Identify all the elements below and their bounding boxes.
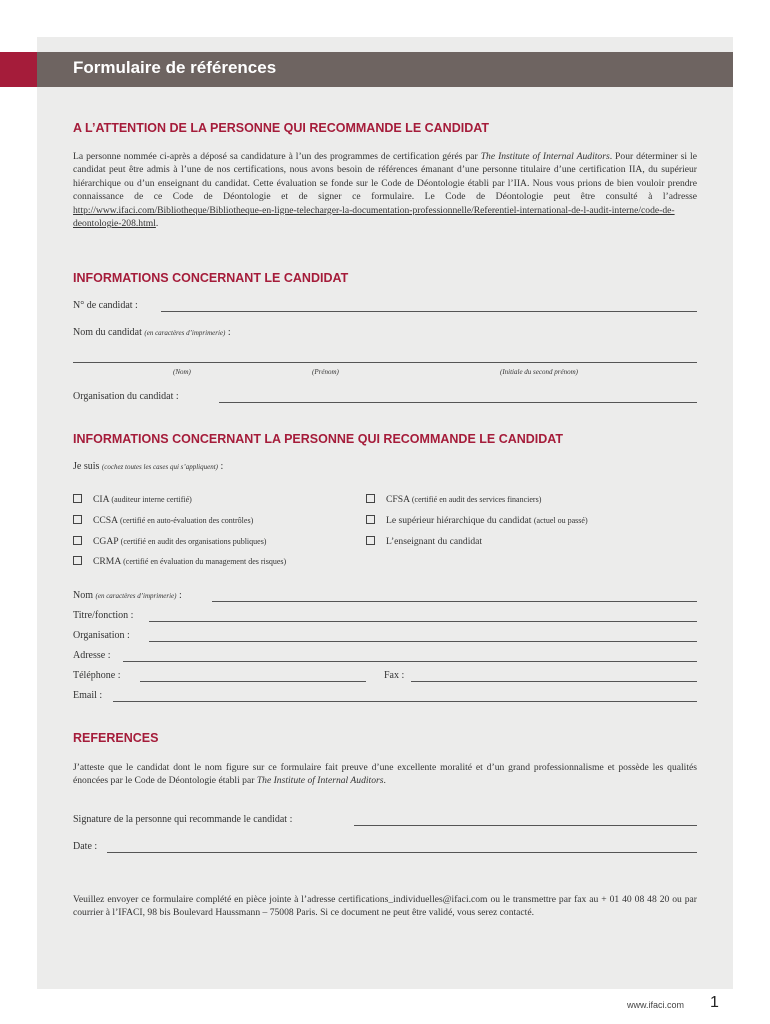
recommender-name-field[interactable] (212, 601, 697, 602)
option-code: CFSA (386, 494, 410, 505)
page-number: 1 (710, 994, 719, 1011)
telephone-label: Téléphone : (73, 670, 121, 681)
caption-nom: (Nom) (173, 368, 191, 376)
attestation-iia-name: The Institute of Internal Auditors (256, 775, 384, 787)
attestation-text-a: J’atteste que le candidat dont le nom figure sur ce formulaire fait preuve d’une excellente moralité et d’un grand professionnalisme et possède les qualités énoncées par le Code de Déontologie établi par (73, 762, 697, 787)
candidate-name-label-text: Nom du candidat (73, 327, 142, 338)
section-heading-recommender: INFORMATIONS CONCERNANT LA PERSONNE QUI RECOMMANDE LE CANDIDAT (73, 432, 564, 446)
accent-tab (0, 52, 37, 87)
candidate-org-field[interactable] (219, 402, 697, 403)
option-code: L’enseignant du candidat (386, 536, 483, 547)
option-desc: (certifié en auto-évaluation des contrôles) (119, 516, 254, 525)
option-code: CGAP (93, 536, 119, 547)
page-title: Formulaire de références (73, 58, 277, 77)
caption-prenom: (Prénom) (312, 368, 339, 376)
candidate-number-label: N° de candidat : (73, 300, 138, 311)
intro-text-c: . Pour déterminer si le candidat peut être admis à l’une de nos certifications, nous avons besoin de références émanant d’une personne titulaire d’une certification IIA, du supérieur hiérarchique ou d’un enseignant du candidat. Cette évaluation se fonde sur le Code de Déontologie établi par l’IIA. Nous vous prions de bien vouloir prendre connaissance de ce Code de Déontologie et de signer ce formulaire. Le Code de Déontologie peut être consulté à l’adresse (73, 151, 697, 203)
checkbox-square[interactable] (73, 536, 82, 545)
option-code: CCSA (93, 515, 118, 526)
attestation-text-c: . (383, 775, 386, 787)
recommender-name-colon: : (176, 590, 182, 601)
option-desc: (actuel ou passé) (533, 516, 588, 525)
option-code: CRMA (93, 556, 121, 567)
recommender-name-text: Nom (73, 590, 93, 601)
checkbox-square[interactable] (73, 515, 82, 524)
date-label: Date : (73, 841, 98, 852)
recommender-name-hint: (en caractères d’imprimerie) (95, 592, 177, 600)
checkbox-square[interactable] (366, 494, 375, 503)
recommender-name-label (73, 590, 182, 601)
candidate-number-field[interactable] (161, 311, 697, 312)
adresse-label: Adresse : (73, 650, 111, 661)
option-desc: (certifié en audit des services financiers) (411, 495, 542, 504)
signature-label: Signature de la personne qui recommande le candidat : (73, 814, 293, 825)
titre-field[interactable] (149, 621, 697, 622)
je-suis-colon: : (217, 461, 224, 472)
organisation-label: Organisation : (73, 630, 130, 641)
title-bar (37, 52, 733, 87)
je-suis-hint: (cochez toutes les cases qui s’appliquent) (101, 463, 218, 471)
checkbox-cgap[interactable] (73, 536, 266, 547)
option-desc: (certifié en audit des organisations publiques) (120, 537, 267, 546)
closing-paragraph: Veuillez envoyer ce formulaire complété en pièce jointe à l’adresse certifications_individuelles@ifaci.com ou le transmettre par fax au + 01 40 08 48 20 ou par courrier à l’IFACI, 98 bis Boulevard Haussmann – 75008 Paris. Si ce document ne peut être validé, vous serez contacté. (73, 894, 697, 919)
footer-url[interactable]: www.ifaci.com (627, 1000, 685, 1010)
caption-initiale: (Initiale du second prénom) (500, 368, 578, 376)
je-suis-text: Je suis (73, 461, 100, 472)
email-label: Email : (73, 690, 103, 701)
email-field[interactable] (113, 701, 697, 702)
section-heading-attention: A L’ATTENTION DE LA PERSONNE QUI RECOMMANDE LE CANDIDAT (73, 121, 489, 135)
option-desc: (auditeur interne certifié) (111, 495, 192, 504)
candidate-name-field[interactable] (73, 362, 697, 363)
candidate-name-label (73, 327, 231, 338)
section-heading-references: REFERENCES (73, 731, 159, 745)
date-field[interactable] (107, 852, 697, 853)
candidate-name-hint: (en caractères d’imprimerie) (144, 329, 226, 337)
intro-paragraph (73, 150, 697, 230)
checkbox-superieur[interactable] (366, 515, 588, 526)
checkbox-crma[interactable] (73, 556, 286, 567)
checkbox-square[interactable] (73, 556, 82, 565)
organisation-field[interactable] (149, 641, 697, 642)
intro-text-a: La personne nommée ci-après a déposé sa candidature à l’un des programmes de certification gérés par (73, 151, 481, 162)
fax-field[interactable] (411, 681, 697, 682)
telephone-field[interactable] (140, 681, 366, 682)
option-code: CIA (93, 494, 109, 505)
je-suis-label (73, 461, 223, 472)
checkbox-square[interactable] (73, 494, 82, 503)
candidate-name-colon: : (225, 327, 231, 338)
checkbox-enseignant[interactable] (366, 536, 482, 547)
checkbox-square[interactable] (366, 536, 375, 545)
candidate-org-label: Organisation du candidat : (73, 391, 179, 402)
checkbox-cia[interactable] (73, 494, 192, 505)
checkbox-cfsa[interactable] (366, 494, 541, 505)
option-desc: (certifié en évaluation du management des risques) (123, 557, 287, 566)
section-heading-candidate: INFORMATIONS CONCERNANT LE CANDIDAT (73, 271, 349, 285)
intro-iia-name: The Institute of Internal Auditors (480, 151, 610, 162)
titre-label: Titre/fonction : (73, 610, 134, 621)
signature-field[interactable] (354, 825, 697, 826)
adresse-field[interactable] (123, 661, 697, 662)
attestation-paragraph (73, 761, 697, 788)
checkbox-ccsa[interactable] (73, 515, 253, 526)
option-code: Le supérieur hiérarchique du candidat (386, 515, 532, 526)
checkbox-square[interactable] (366, 515, 375, 524)
code-deontologie-link[interactable]: http://www.ifaci.com/Bibliotheque/Bibliotheque-en-ligne-telecharger-la-documentation-professionnelle/Referentiel-international-de-l-audit-interne/code-de-deontologie-208.html (73, 204, 675, 230)
fax-label: Fax : (384, 670, 405, 681)
intro-text-d: . (155, 218, 159, 230)
